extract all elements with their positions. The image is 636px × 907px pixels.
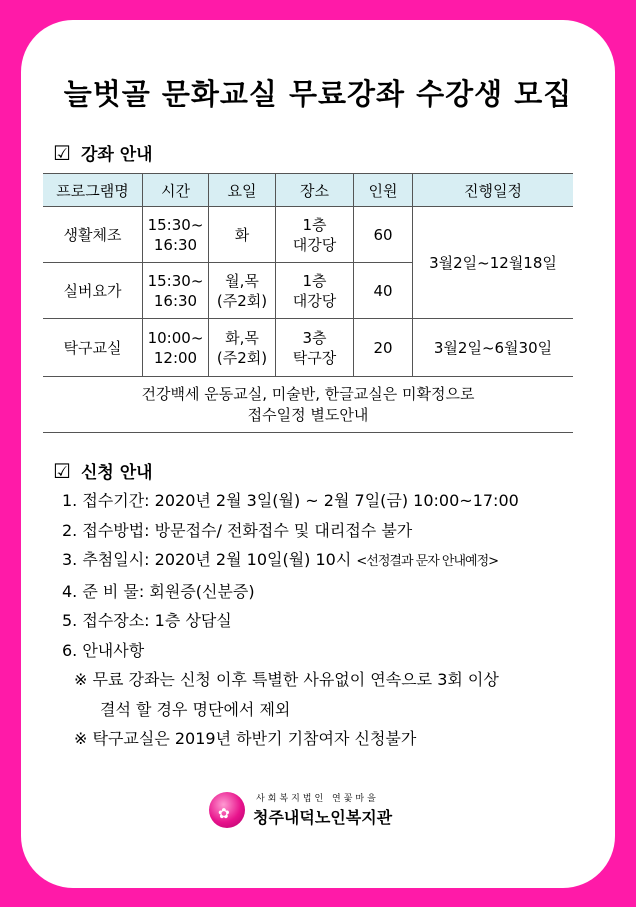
program-place: 1층 대강당 bbox=[276, 263, 354, 319]
table-note: 건강백세 운동교실, 미술반, 한글교실은 미확정으로 접수일정 별도안내 bbox=[43, 377, 573, 433]
program-name: 생활체조 bbox=[43, 207, 143, 263]
list-item: ※ 탁구교실은 2019년 하반기 기참여자 신청불가 bbox=[74, 729, 417, 748]
program-time: 15:30~ 16:30 bbox=[143, 207, 209, 263]
program-place: 3층 탁구장 bbox=[276, 319, 354, 377]
list-item: 2. 접수방법: 방문접수/ 전화접수 및 대리접수 불가 bbox=[62, 520, 413, 540]
program-place: 1층 대강당 bbox=[276, 207, 354, 263]
course-table bbox=[43, 173, 573, 433]
table-row bbox=[43, 207, 573, 263]
header-count: 인원 bbox=[354, 174, 413, 207]
apply-info-list bbox=[62, 486, 519, 754]
program-day: 화 bbox=[209, 207, 276, 263]
logo-subtitle: 사회복지법인 연꽃마을 bbox=[256, 794, 379, 804]
checkbox-icon: ☑ bbox=[53, 141, 71, 165]
table-row bbox=[43, 319, 573, 377]
list-item: 5. 접수장소: 1층 상담실 bbox=[62, 611, 232, 630]
header-time: 시간 bbox=[143, 174, 209, 207]
list-item: 결석 할 경우 명단에서 제외 bbox=[100, 699, 291, 719]
table-header-row bbox=[43, 174, 573, 207]
header-day: 요일 bbox=[209, 174, 276, 207]
program-time: 10:00~ 12:00 bbox=[143, 319, 209, 377]
program-schedule: 3월2일~12월18일 bbox=[413, 207, 574, 319]
program-count: 60 bbox=[354, 207, 413, 263]
list-item: 4. 준 비 물: 회원증(신분증) bbox=[62, 581, 255, 601]
poster-title: 늘벗골 문화교실 무료강좌 수강생 모집 bbox=[63, 77, 573, 111]
course-section-title: 강좌 안내 bbox=[80, 145, 153, 165]
flower-icon: ✿ bbox=[218, 806, 230, 822]
list-item: 6. 안내사항 bbox=[62, 640, 145, 660]
list-item: 1. 접수기간: 2020년 2월 3일(월) ~ 2월 7일(금) 10:00~17:00 bbox=[62, 491, 519, 510]
list-item: ※ 무료 강좌는 신청 이후 특별한 사유없이 연속으로 3회 이상 bbox=[74, 670, 499, 689]
program-count: 40 bbox=[354, 263, 413, 319]
course-section-heading bbox=[53, 140, 153, 165]
checkbox-icon: ☑ bbox=[53, 459, 71, 483]
table-note-row bbox=[43, 377, 573, 433]
organization-logo bbox=[209, 790, 409, 830]
logo-name: 청주내덕노인복지관 bbox=[253, 808, 393, 827]
program-schedule: 3월2일~6월30일 bbox=[413, 319, 574, 377]
program-name: 실버요가 bbox=[43, 263, 143, 319]
header-program: 프로그램명 bbox=[43, 174, 143, 207]
header-place: 장소 bbox=[276, 174, 354, 207]
program-time: 15:30~ 16:30 bbox=[143, 263, 209, 319]
program-name: 탁구교실 bbox=[43, 319, 143, 377]
program-day: 월,목 (주2회) bbox=[209, 263, 276, 319]
list-item: 3. 추첨일시: 2020년 2월 10일(월) 10시 <선정결과 문자 안내예정> bbox=[62, 550, 499, 569]
header-schedule: 진행일정 bbox=[413, 174, 574, 207]
list-item-note: <선정결과 문자 안내예정> bbox=[356, 554, 499, 569]
program-count: 20 bbox=[354, 319, 413, 377]
program-day: 화,목 (주2회) bbox=[209, 319, 276, 377]
apply-section-title: 신청 안내 bbox=[80, 463, 153, 483]
apply-section-heading bbox=[53, 458, 153, 483]
